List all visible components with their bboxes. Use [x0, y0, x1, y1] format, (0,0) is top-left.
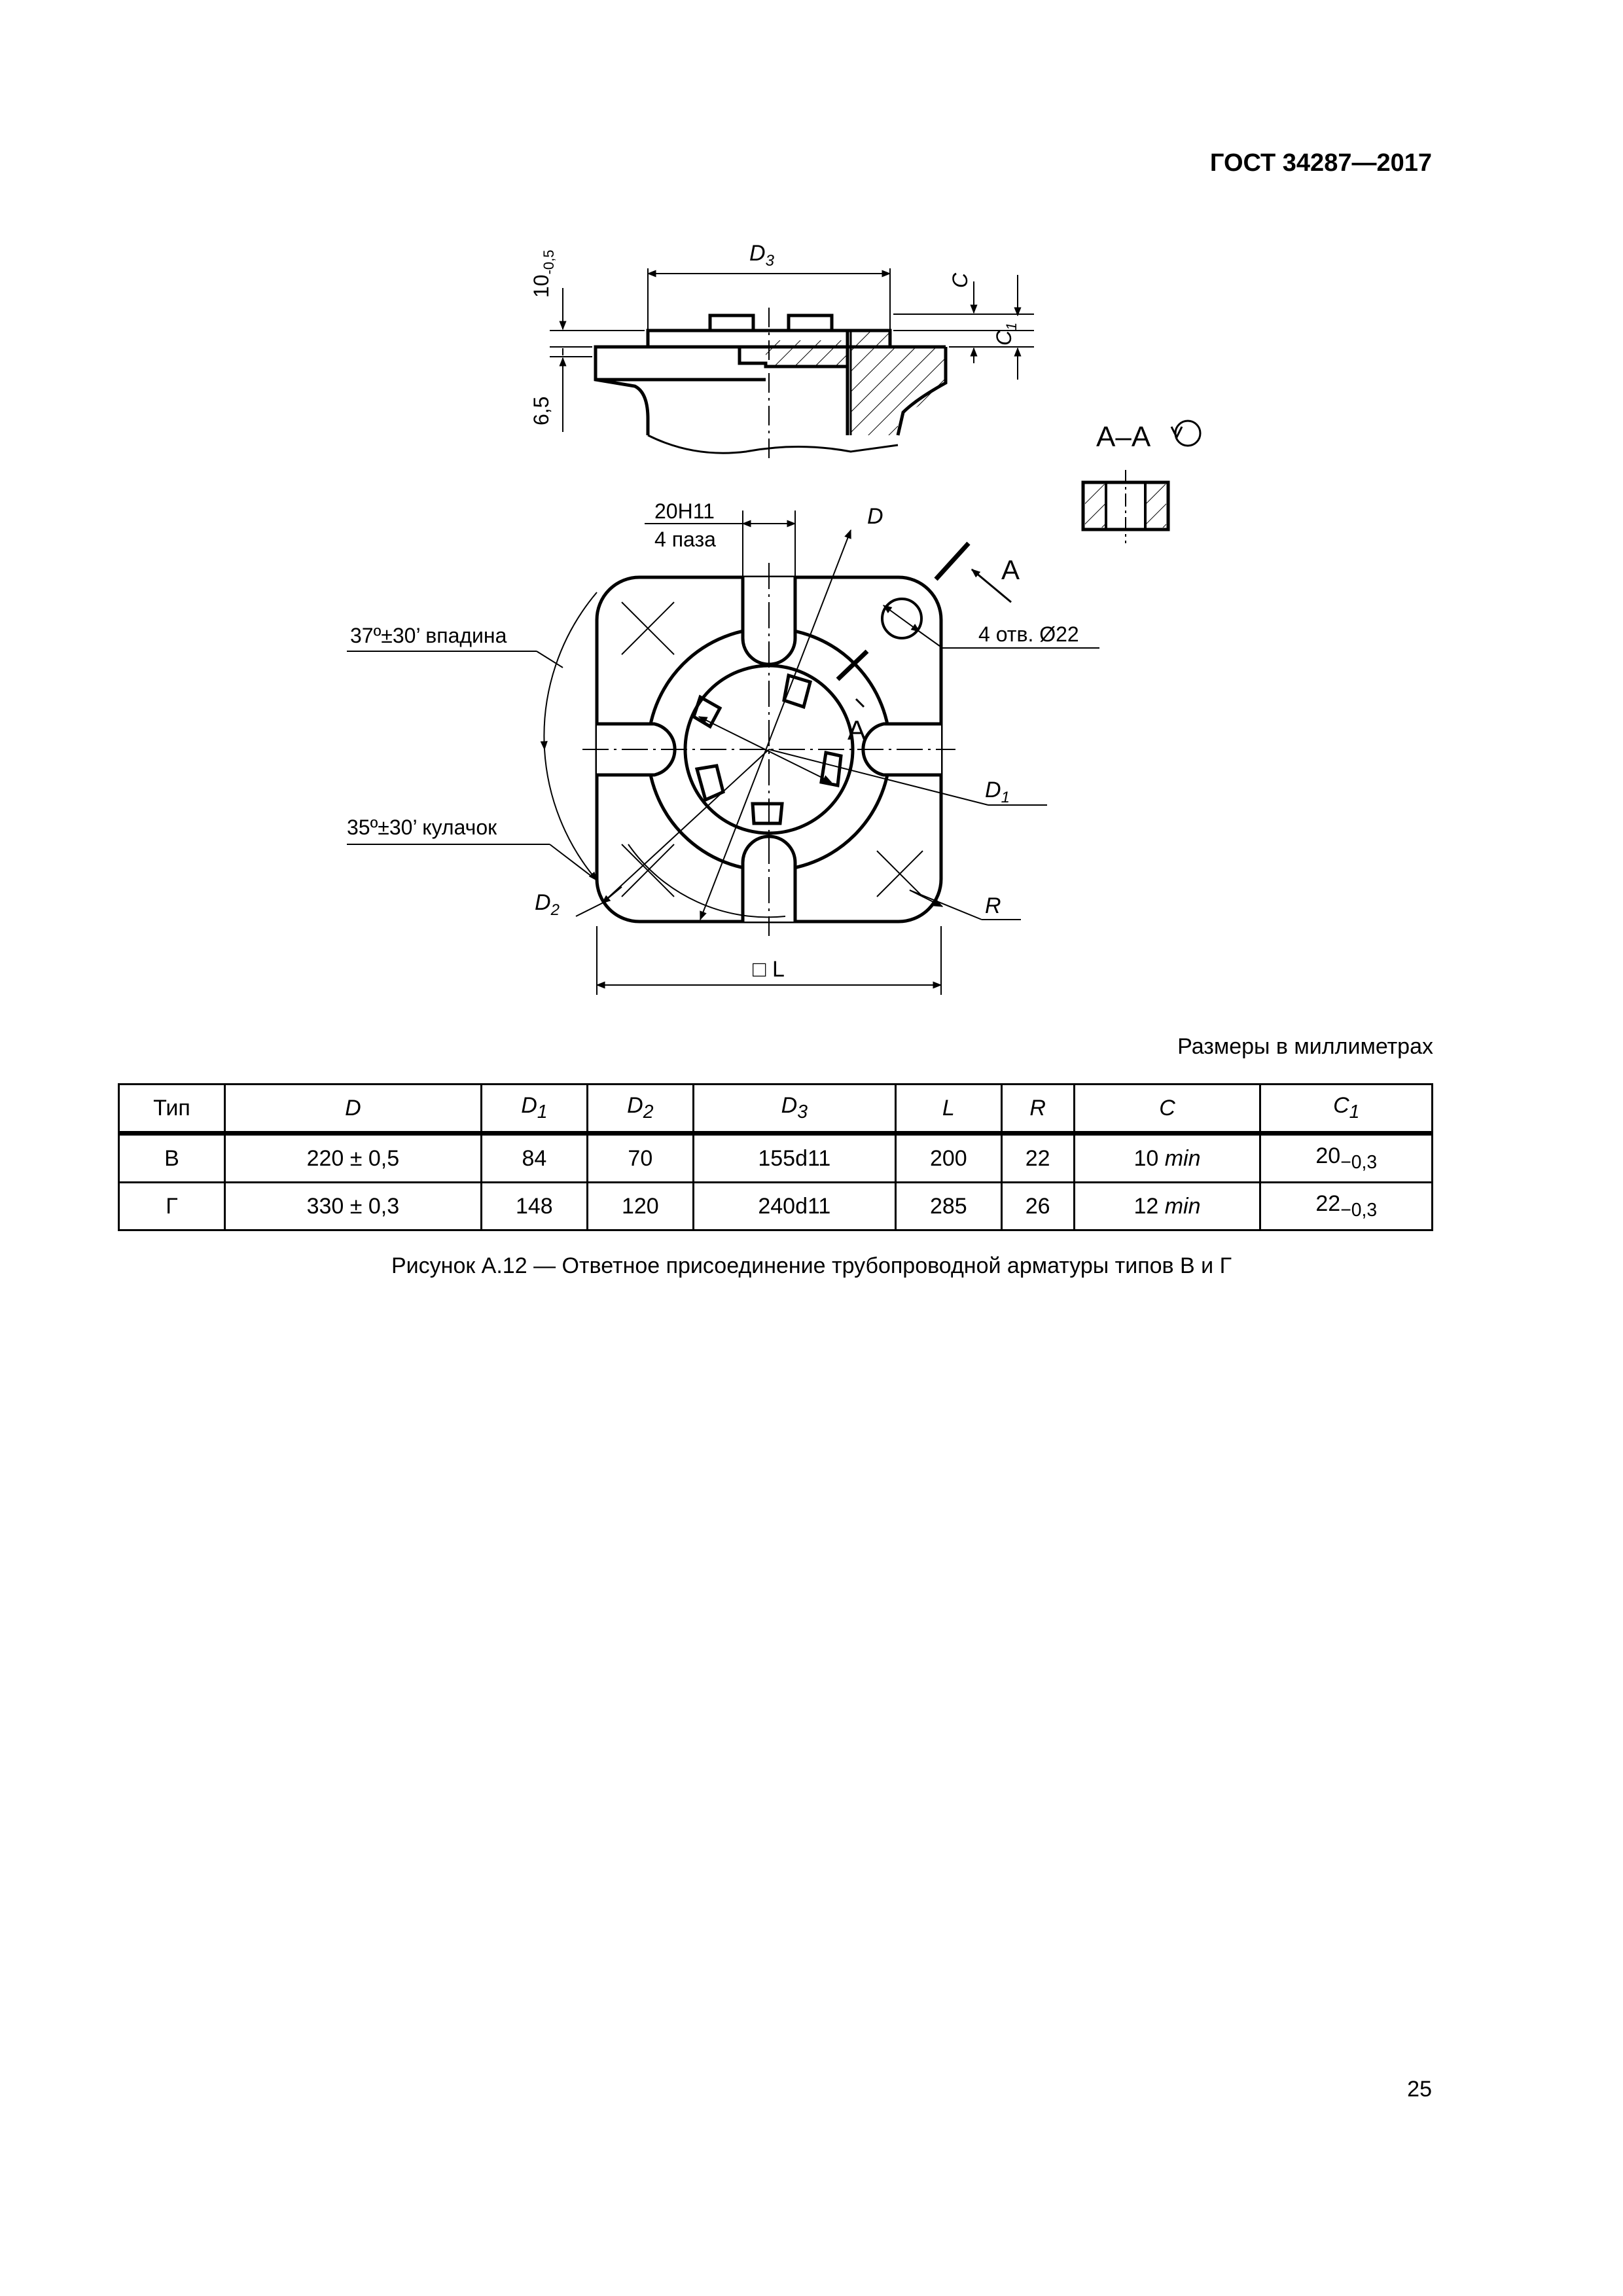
cell-d2: 70 [587, 1134, 693, 1183]
label-angle-valley: 37º±30’ впадина [350, 624, 507, 647]
figure-caption: Рисунок А.12 — Ответное присоединение трубопроводной арматуры типов В и Г [391, 1253, 1232, 1278]
cell-d3: 240d11 [693, 1183, 895, 1230]
label-angle-cam: 35º±30’ кулачок [347, 816, 497, 839]
cell-d: 220 ± 0,5 [224, 1134, 481, 1183]
cell-type: Г [119, 1183, 225, 1230]
cell-d: 330 ± 0,3 [224, 1183, 481, 1230]
header-c: C [1074, 1085, 1260, 1134]
technical-drawing [0, 0, 1623, 1021]
dimensions-table [118, 1083, 1433, 1231]
units-note: Размеры в миллиметрах [1177, 1034, 1433, 1059]
header-d1: $D_1$ [481, 1085, 587, 1134]
label-d3: $D_3$ [749, 241, 774, 270]
table-row [119, 1134, 1433, 1183]
cell-c: 12 min [1074, 1183, 1260, 1230]
cell-l: 285 [895, 1183, 1001, 1230]
header-d: D [224, 1085, 481, 1134]
label-c: C [948, 272, 972, 288]
label-c1: $C_1$ [992, 322, 1020, 346]
side-section-view [550, 268, 1034, 458]
header-r: R [1001, 1085, 1074, 1134]
rotated-sign-icon [1171, 421, 1200, 446]
cell-l: 200 [895, 1134, 1001, 1183]
label-slot-size: 20H11 [654, 499, 715, 523]
cell-c1: $22_{-0,3}$ [1260, 1183, 1433, 1230]
label-d: D [867, 504, 883, 529]
cell-d2: 120 [587, 1183, 693, 1230]
cell-d1: 84 [481, 1134, 587, 1183]
header-type: Тип [119, 1085, 225, 1134]
cell-r: 26 [1001, 1183, 1074, 1230]
label-slot-count: 4 паза [654, 528, 716, 551]
label-arrow-a: А [1001, 554, 1020, 585]
cell-d1: 148 [481, 1183, 587, 1230]
cell-c: 10 min [1074, 1134, 1260, 1183]
section-aa-view [1083, 470, 1168, 543]
table-header-row [119, 1085, 1433, 1134]
label-section-aa: А–А [1096, 421, 1151, 453]
label-square-l: □ L [753, 957, 785, 982]
header-l: L [895, 1085, 1001, 1134]
cell-r: 22 [1001, 1134, 1074, 1183]
cell-c1: $20_{-0,3}$ [1260, 1134, 1433, 1183]
header-d3: $D_3$ [693, 1085, 895, 1134]
label-height-top: $10_{-0,5}$ [529, 249, 557, 298]
label-r: R [985, 893, 1001, 918]
header-d2: $D_2$ [587, 1085, 693, 1134]
label-holes: 4 отв. Ø22 [978, 622, 1079, 646]
label-arrow-a-lower: А [847, 715, 866, 745]
document-header: ГОСТ 34287—2017 [1209, 149, 1432, 177]
plan-view [347, 511, 1099, 995]
header-c1: $C_1$ [1260, 1085, 1433, 1134]
cell-d3: 155d11 [693, 1134, 895, 1183]
page-number: 25 [1407, 2077, 1432, 2102]
table-row [119, 1183, 1433, 1230]
cell-type: В [119, 1134, 225, 1183]
label-d1: $D_1$ [985, 778, 1010, 806]
label-height-bottom: 6,5 [529, 396, 553, 425]
label-d2: $D_2$ [535, 890, 560, 919]
